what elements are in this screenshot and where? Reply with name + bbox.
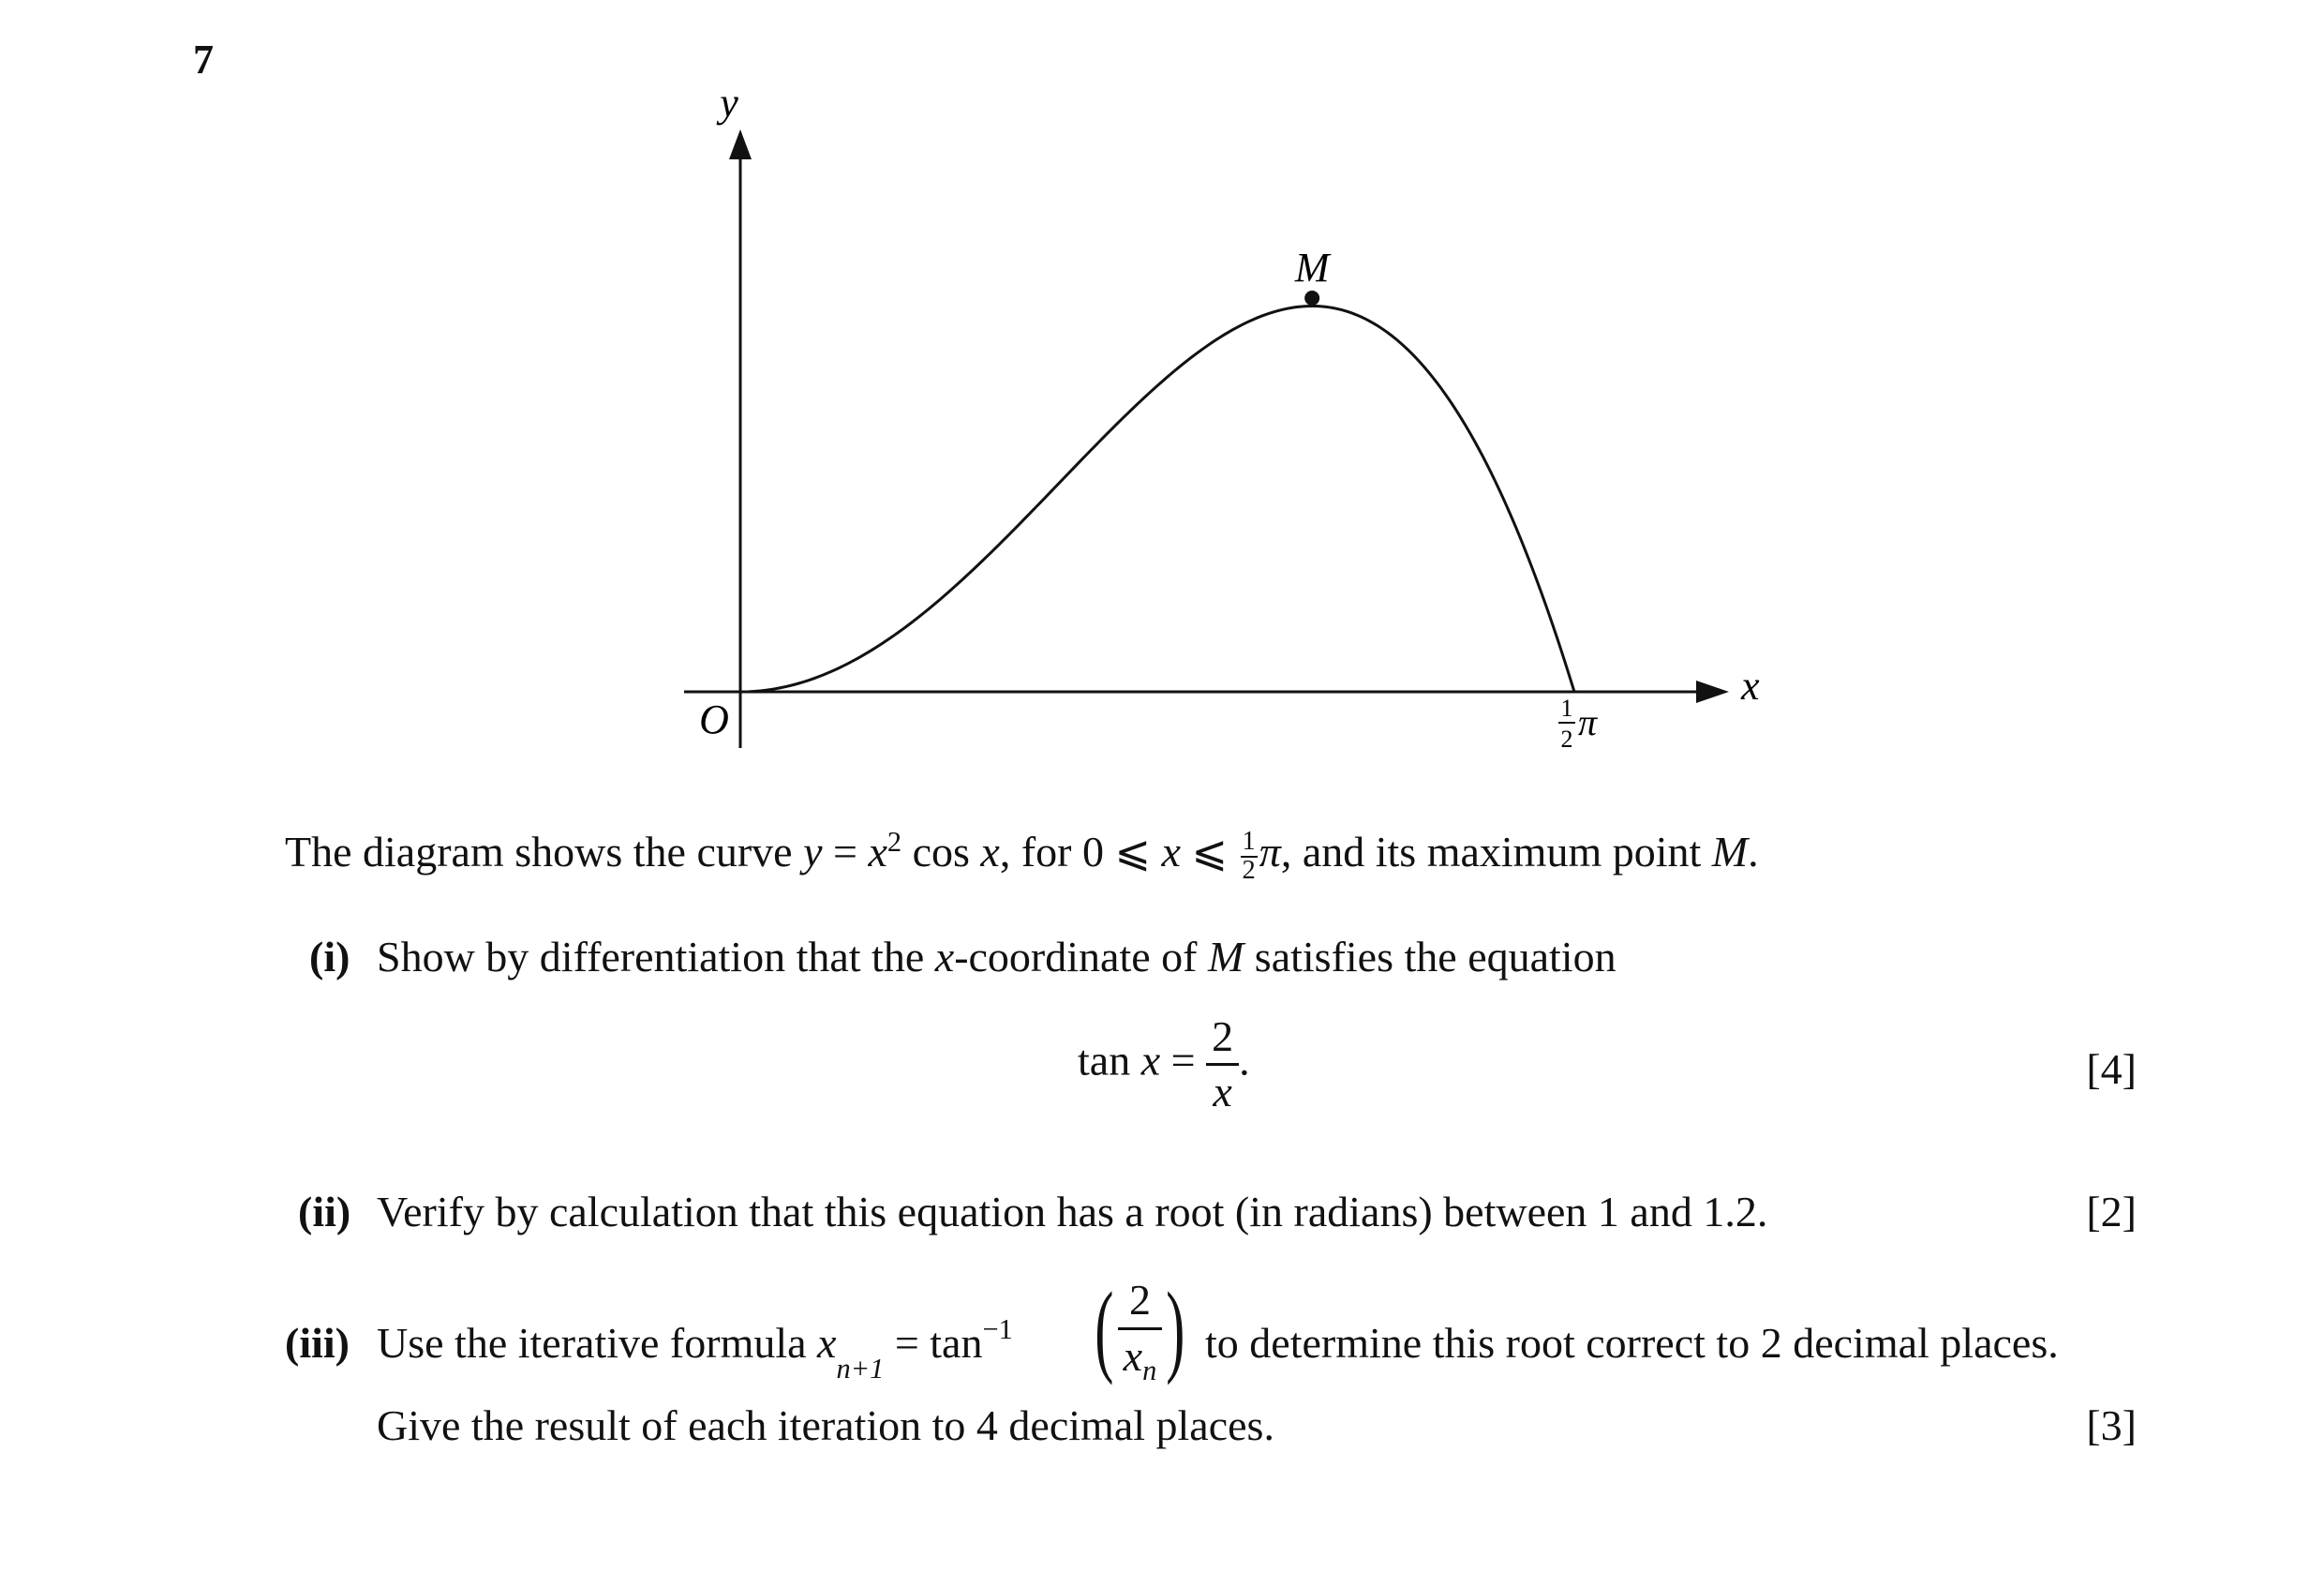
equation-tan: tan	[1078, 1036, 1131, 1085]
x-end-label-numerator: 1	[1560, 695, 1573, 722]
formula-subscript: n+1	[836, 1353, 885, 1385]
intro-half-fraction	[1241, 829, 1258, 884]
part-iii-label: (iii)	[285, 1319, 350, 1367]
part-i-part: -coordinate of	[954, 933, 1208, 981]
part-i-text	[377, 933, 1616, 981]
intro-part: , and its maximum point	[1280, 828, 1712, 876]
part-ii-text: Verify by calculation that this equation has a root (in radians) between 1 and 1.2.	[377, 1188, 1768, 1235]
part-i-part: Show by differentiation that the	[377, 933, 935, 981]
formula-den-subscript: n	[1142, 1354, 1157, 1386]
formula-bracket-group	[1087, 1271, 1193, 1386]
part-i-var-x: x	[934, 933, 955, 981]
x-end-label-denominator: 2	[1560, 726, 1573, 753]
y-axis-arrow	[729, 129, 752, 159]
part-i-marks: [4]	[2086, 1045, 2137, 1093]
formula-tan: = tan	[884, 1319, 983, 1367]
x-end-label-pi: π	[1578, 701, 1598, 743]
intro-var-M: M	[1711, 828, 1749, 876]
intro-pi: π	[1259, 828, 1281, 876]
intro-part: , for 0 ⩽	[999, 828, 1162, 876]
origin-label: O	[699, 696, 729, 742]
formula-var-x: x	[817, 1319, 837, 1367]
x-axis-label: x	[1741, 663, 1760, 709]
part-i-equation	[1078, 1014, 1250, 1115]
fraction-numerator: 2	[1118, 1278, 1163, 1329]
fraction-denominator: 2	[1242, 855, 1256, 885]
x-axis-arrow	[1696, 681, 1729, 703]
equation-period: .	[1239, 1036, 1250, 1085]
intro-text	[285, 825, 1759, 885]
fraction-denominator: x	[1213, 1068, 1232, 1116]
curve	[740, 306, 1574, 692]
fraction-denominator	[1118, 1330, 1163, 1386]
part-i-var-M: M	[1207, 933, 1244, 981]
part-iii-marks: [3]	[2086, 1401, 2137, 1449]
max-point-label: M	[1294, 245, 1330, 291]
intro-var-x: x	[868, 828, 887, 876]
fraction-numerator: 2	[1206, 1014, 1239, 1066]
part-iii-text-line1-end: to determine this root correct to 2 decimal places.	[1205, 1319, 2059, 1367]
intro-exponent: 2	[886, 825, 902, 858]
intro-part: ⩽	[1180, 828, 1239, 876]
intro-var-x: x	[980, 828, 1000, 876]
equation-var-x: x	[1140, 1036, 1161, 1085]
y-axis-label: y	[720, 80, 738, 126]
part-iii-part: Use the iterative formula	[377, 1319, 818, 1367]
intro-var-x: x	[1161, 828, 1181, 876]
intro-part: =	[822, 828, 869, 876]
part-i-label: (i)	[309, 933, 350, 981]
part-iii-text-line2: Give the result of each iteration to 4 decimal places.	[377, 1401, 1274, 1449]
intro-part: .	[1748, 828, 1759, 876]
fraction-numerator: 1	[1242, 827, 1256, 856]
question-number: 7	[193, 37, 214, 82]
intro-var-y: y	[803, 828, 823, 876]
curve-diagram	[0, 0, 2324, 769]
formula-fraction	[1118, 1276, 1163, 1386]
part-i-part: satisfies the equation	[1244, 933, 1616, 981]
part-ii-label: (ii)	[298, 1188, 351, 1235]
max-point-dot	[1304, 291, 1319, 306]
right-paren: )	[1166, 1271, 1185, 1385]
intro-part: The diagram shows the curve	[285, 828, 804, 876]
intro-part: cos	[901, 828, 970, 876]
part-ii-marks: [2]	[2086, 1188, 2137, 1235]
equation-equals: =	[1170, 1036, 1196, 1085]
left-paren: (	[1095, 1271, 1114, 1385]
equation-fraction	[1206, 1014, 1239, 1115]
formula-superscript: −1	[982, 1313, 1013, 1345]
part-iii-text-line1	[377, 1313, 1013, 1385]
formula-den-x: x	[1123, 1331, 1143, 1380]
